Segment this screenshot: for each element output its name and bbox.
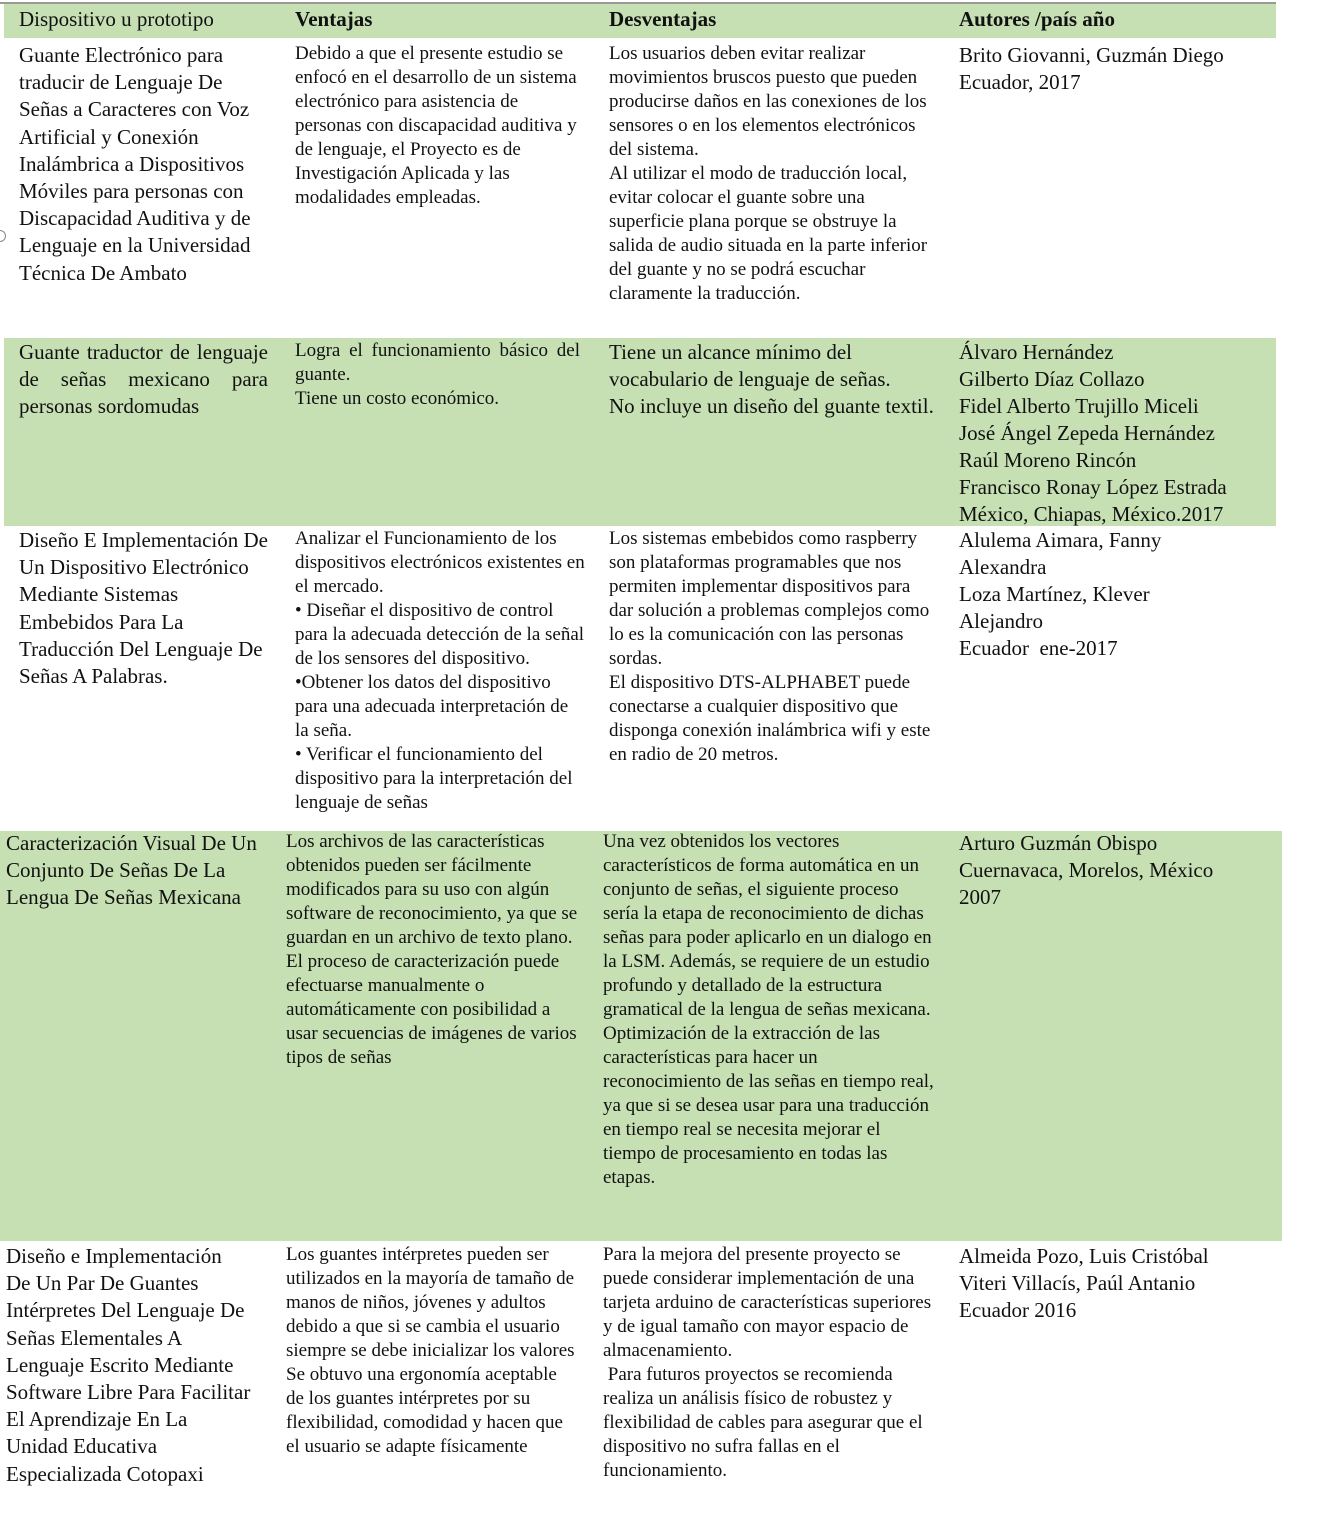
row-5-desventajas: Para la mejora del presente proyecto se puede considerar implementación de una tarjeta arduino de características superiores y de igual tamaño con mayor espacio de almacenamiento. Para futuros proyectos se recomienda realiza un análisis físico de robustez y flexibilidad de cables para asegurar que el dispositivo no sufra fallas en el funcionamiento. — [603, 1244, 932, 1481]
row-4-desventajas: Una vez obtenidos los vectores característicos de forma automática en un conjunto de señas, el siguiente proceso sería la etapa de reconocimiento de dichas señas para poder aplicarlo en un dialogo en la LSM. Además, se requiere de un estudio profundo y detallado de la estructura gramatical de la lengua de señas mexicana. Optimización de la extracción de las características para hacer un reconocimiento de las señas en tiempo real, ya que si se desea usar para una traducción en tiempo real se necesita mejorar el tiempo de procesamiento en todas las etapas. — [603, 831, 934, 1188]
row-3-desventajas: Los sistemas embebidos como raspberry son plataformas programables que nos permiten implementar dispositivos para dar solución a problemas complejos como lo es la comunicación con las personas sordas. El dispositivo DTS-ALPHABET puede conectarse a cualquier dispositivo que disponga conexión inalámbrica wifi y este en radio de 20 metros. — [609, 528, 931, 765]
row-5-ventajas: Los guantes intérpretes pueden ser utilizados en la mayoría de tamaño de manos de niños, jóvenes y adultos debido a que si se cambia el usuario siempre se debe inicializar los valores Se obtuvo una ergonomía aceptable de los guantes intérpretes por su flexibilidad, comodidad y hacen que el usuario se adapte físicamente — [286, 1244, 575, 1457]
row-4-ventajas: Los archivos de las características obtenidos pueden ser fácilmente modificados para su uso con algún software de reconocimiento, ya que se guardan en un archivo de texto plano. El proceso de caracterización puede efectuarse manualmente o automáticamente con posibilidad a usar secuencias de imágenes de varios tipos de señas — [286, 831, 578, 1068]
row-2-autores: Álvaro Hernández Gilberto Díaz Collazo Fidel Alberto Trujillo Miceli José Ángel Zepeda Hernández Raúl Moreno Rincón Francisco Ronay López Estrada México, Chiapas, México.2017 — [959, 340, 1227, 526]
row-4-autores: Arturo Guzmán Obispo Cuernavaca, Morelos, México 2007 — [959, 831, 1214, 909]
row-2-device: Guante traductor de lenguaje de señas mexicano para personas sordomudas — [19, 340, 268, 418]
row-1-desventajas: Los usuarios deben evitar realizar movimientos bruscos puesto que pueden producirse daños en las conexiones de los sensores o en los elementos electrónicos del sistema. Al utilizar el modo de traducción local, evitar colocar el guante sobre una superficie plana porque se obstruye la salida de audio situada en la parte inferior del guante y no se podrá escuchar claramente la traducción. — [609, 43, 928, 304]
row-handle-icon — [0, 230, 6, 242]
row-3-ventajas: Analizar el Funcionamiento de los dispositivos electrónicos existentes en el mercado. • Diseñar el dispositivo de control para la adecuada detección de la señal de los sensores del dispositivo. •Obtener los datos del dispositivo para una adecuada interpretación de la seña. • Verificar el funcionamiento del dispositivo para la interpretación del lenguaje de señas — [295, 528, 585, 813]
header-autores: Autores /país año — [959, 7, 1115, 31]
row-3-autores: Alulema Aimara, Fanny Alexandra Loza Martínez, Klever Alejandro Ecuador ene-2017 — [959, 528, 1162, 660]
row-4-device: Caracterización Visual De Un Conjunto De Señas De La Lengua De Señas Mexicana — [6, 831, 257, 910]
row-2-desventajas: Tiene un alcance mínimo del vocabulario de lenguaje de señas. No incluye un diseño del guante textil. — [609, 340, 934, 418]
row-2-ventajas: Logra el funcionamiento básico del guante. Tiene un costo económico. — [295, 340, 580, 409]
row-1-device: Guante Electrónico para traducir de Lenguaje De Señas a Caracteres con Voz Artificial y Conexión Inalámbrica a Dispositivos Móviles para personas con Discapacidad Auditiva y de Lenguaje en la Universidad Técnica De Ambato — [19, 43, 251, 285]
row-5-autores: Almeida Pozo, Luis Cristóbal Viteri Villacís, Paúl Antanio Ecuador 2016 — [959, 1244, 1209, 1322]
header-desventajas: Desventajas — [609, 7, 717, 31]
row-1-ventajas: Debido a que el presente estudio se enfocó en el desarrollo de un sistema electrónico para asistencia de personas con discapacidad auditiva y de lenguaje, el Proyecto es de Investigación Aplicada y las modalidades empleadas. — [295, 43, 577, 208]
row-3-device: Diseño E Implementación De Un Dispositivo Electrónico Mediante Sistemas Embebidos Para La Traducción Del Lenguaje De Señas A Palabras. — [19, 528, 269, 689]
header-dispositivo: Dispositivo u prototipo — [19, 7, 214, 31]
row-1-autores: Brito Giovanni, Guzmán Diego Ecuador, 2017 — [959, 43, 1224, 94]
row-5-device: Diseño e Implementación De Un Par De Guantes Intérpretes Del Lenguaje De Señas Elementales A Lenguaje Escrito Mediante Software Libre Para Facilitar El Aprendizaje En La Unidad Educativa Especializada Cotopaxi — [6, 1244, 251, 1486]
header-ventajas: Ventajas — [295, 7, 373, 31]
